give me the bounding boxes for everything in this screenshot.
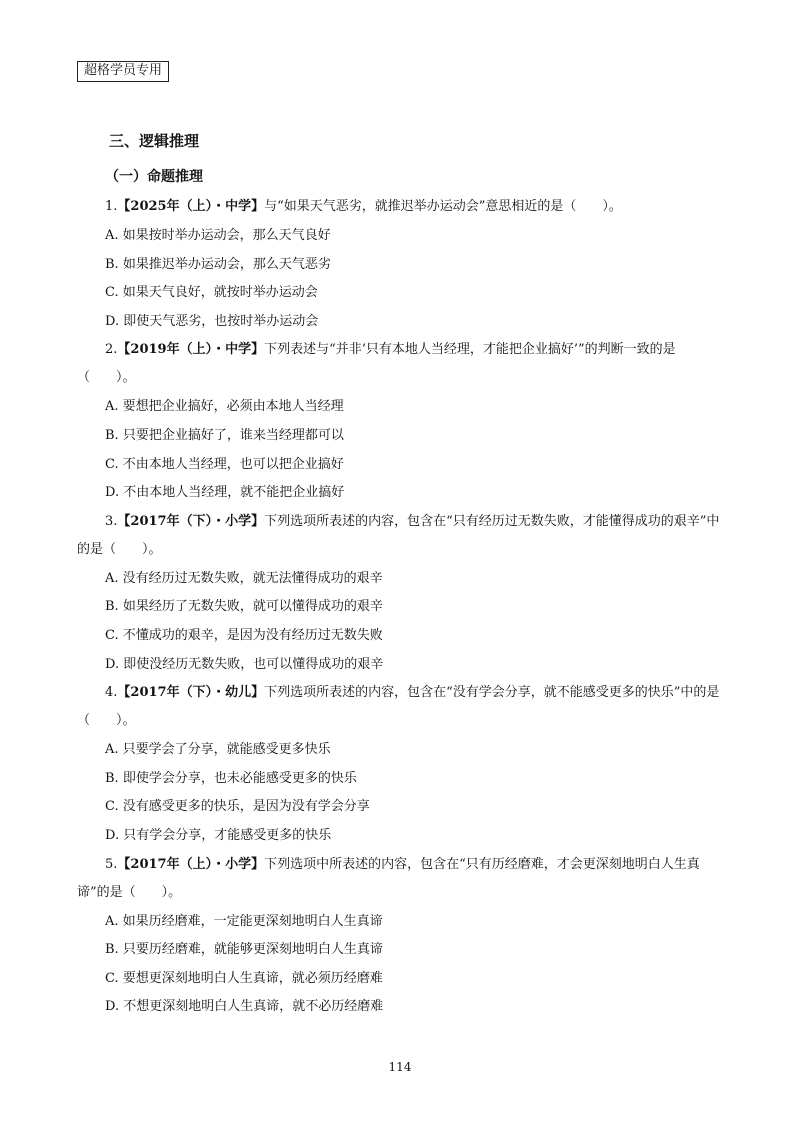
- option-a: A. 如果历经磨难，一定能更深刻地明白人生真谛: [105, 913, 383, 929]
- question-text: 下列选项所表述的内容，包含在“只有经历过无数失败，才能懂得成功的艰辛”中的是（ ）。: [77, 513, 720, 557]
- question-5: [77, 851, 725, 1022]
- option-d: D. 即使没经历无数失败，也可以懂得成功的艰辛: [105, 656, 384, 672]
- section-title: 三、逻辑推理: [109, 132, 200, 150]
- option-c: C. 如果天气良好，就按时举办运动会: [105, 285, 318, 301]
- option-b: B. 只要把企业搞好了，谁来当经理都可以: [105, 427, 344, 443]
- question-1: [77, 193, 725, 336]
- question-source: 【2017年（下）・小学】: [117, 513, 265, 529]
- option-d: D. 即使天气恶劣，也按时举办运动会: [105, 313, 319, 329]
- option-a: A. 要想把企业搞好，必须由本地人当经理: [105, 399, 344, 415]
- question-stem: [77, 193, 725, 221]
- option-d: D. 不想更深刻地明白人生真谛，就不必历经磨难: [105, 999, 384, 1015]
- question-stem: [77, 851, 725, 907]
- question-source: 【2017年（上）・小学】: [117, 856, 265, 872]
- option-b: B. 即使学会分享，也未必能感受更多的快乐: [105, 770, 357, 786]
- question-number: 5.: [105, 856, 118, 872]
- question-text: 下列表述与“并非‘只有本地人当经理，才能把企业搞好’”的判断一致的是（ ）。: [77, 342, 676, 386]
- question-stem: [77, 336, 725, 392]
- question-text: 下列选项中所表述的内容，包含在“只有历经磨难，才会更深刻地明白人生真谛”的是（ ）。: [77, 856, 700, 900]
- question-text: 与“如果天气恶劣，就推迟举办运动会”意思相近的是（ ）。: [264, 199, 622, 214]
- option-c: C. 要想更深刻地明白人生真谛，就必须历经磨难: [105, 970, 383, 986]
- student-only-badge: 超格学员专用: [77, 61, 169, 82]
- option-b: B. 如果经历了无数失败，就可以懂得成功的艰辛: [105, 599, 383, 615]
- option-c: C. 不懂成功的艰辛，是因为没有经历过无数失败: [105, 627, 383, 643]
- question-4: [77, 679, 725, 850]
- page-number: 114: [388, 1060, 412, 1074]
- option-c: C. 不由本地人当经理，也可以把企业搞好: [105, 456, 344, 472]
- question-number: 2.: [105, 342, 118, 358]
- question-number: 4.: [105, 685, 118, 701]
- question-source: 【2019年（上）・中学】: [117, 342, 265, 358]
- option-a: A. 只要学会了分享，就能感受更多快乐: [105, 742, 331, 758]
- option-a: A. 如果按时举办运动会，那么天气良好: [105, 228, 331, 243]
- question-source: 【2025年（上）・中学】: [117, 199, 265, 214]
- question-stem: [77, 679, 725, 735]
- subsection-title: （一）命题推理: [105, 169, 203, 185]
- question-text: 下列选项所表述的内容，包含在“没有学会分享，就不能感受更多的快乐”中的是（ ）。: [77, 685, 720, 729]
- question-number: 1.: [105, 199, 118, 214]
- option-a: A. 没有经历过无数失败，就无法懂得成功的艰辛: [105, 570, 383, 586]
- option-c: C. 没有感受更多的快乐，是因为没有学会分享: [105, 799, 370, 815]
- option-b: B. 如果推迟举办运动会，那么天气恶劣: [105, 256, 331, 272]
- option-d: D. 只有学会分享，才能感受更多的快乐: [105, 827, 332, 843]
- question-list: [77, 193, 725, 1022]
- option-d: D. 不由本地人当经理，就不能把企业搞好: [105, 485, 345, 501]
- option-b: B. 只要历经磨难，就能够更深刻地明白人生真谛: [105, 942, 383, 958]
- question-3: [77, 508, 725, 679]
- question-source: 【2017年（下）・幼儿】: [117, 685, 265, 701]
- question-stem: [77, 508, 725, 564]
- question-2: [77, 336, 725, 507]
- question-number: 3.: [105, 513, 118, 529]
